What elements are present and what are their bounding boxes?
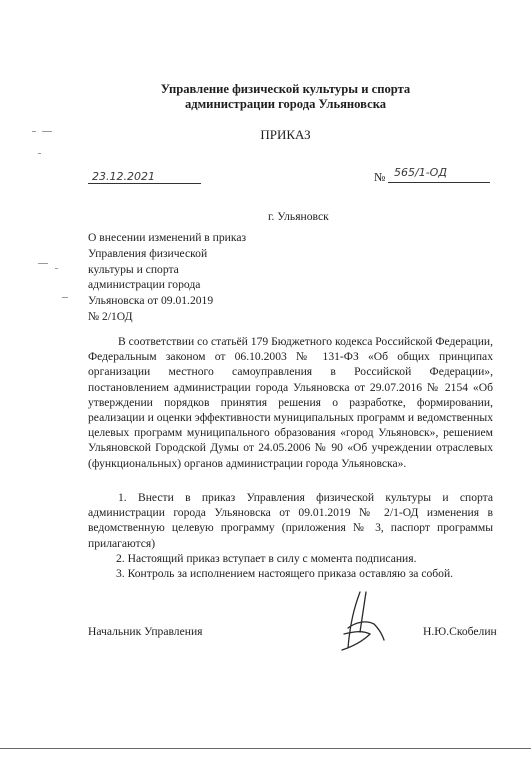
- subject-line: культуры и спорта: [88, 262, 179, 276]
- document-title: ПРИКАЗ: [260, 127, 311, 142]
- date-underline: [88, 183, 201, 184]
- signature-scribble: [330, 588, 390, 658]
- document-number: 565/1-ОД: [394, 166, 447, 179]
- org-name-line-1: Управление физической культуры и спорта: [160, 82, 411, 96]
- subject-line: № 2/1ОД: [88, 309, 133, 323]
- item-1: 1. Внести в приказ Управления физической культуры и спорта администрации города Ульяновска от 09.01.2019 № 2/1-ОД изменения в ведомственную целевую программу (приложения № 3, паспорт программы прилагаются): [88, 491, 493, 550]
- item-2: 2. Настоящий приказ вступает в силу с момента подписания.: [116, 551, 417, 565]
- margin-mark: [38, 153, 41, 154]
- number-prefix: №: [374, 170, 386, 184]
- margin-mark: [55, 268, 58, 269]
- subject-line: Управления физической: [88, 246, 208, 260]
- subject-line: администрации города: [88, 278, 201, 292]
- page-bottom-line: [0, 748, 531, 749]
- preamble-text: В соответствии со статьёй 179 Бюджетного кодекса Российской Федерации, Федеральным законом от 06.10.2003 № 131-ФЗ «Об общих принципах организации местного самоуправления в Российской Федерации», постановлением администрации города Ульяновска от 29.07.2016 № 2154 «Об утверждении порядков принятия решения о разработке, формировании, реализации и оценки эффективности муниципальных программ и ведомственных целевых программ муниципального образования «город Ульяновск», решением Ульяновской Городской Думы от 24.05.2006 № 90 «Об учреждении отраслевых (функциональных) органов администрации города Ульяновска».: [88, 335, 493, 470]
- org-name-line-2: администрации города Ульяновска: [184, 97, 387, 111]
- margin-mark: [62, 297, 68, 298]
- signatory-position: Начальник Управления: [88, 625, 203, 638]
- signatory-name: Н.Ю.Скобелин: [423, 625, 497, 638]
- city: г. Ульяновск: [268, 210, 329, 223]
- subject-line: Ульяновска от 09.01.2019: [88, 294, 214, 308]
- margin-mark: [38, 263, 48, 264]
- document-date: 23.12.2021: [92, 170, 155, 183]
- item-3: 3. Контроль за исполнением настоящего приказа оставляю за собой.: [116, 567, 454, 581]
- subject-block: [88, 230, 246, 325]
- subject-line: О внесении изменений в приказ: [88, 231, 247, 244]
- items-block: [88, 490, 493, 581]
- number-underline: [388, 182, 490, 183]
- preamble-block: [88, 334, 493, 471]
